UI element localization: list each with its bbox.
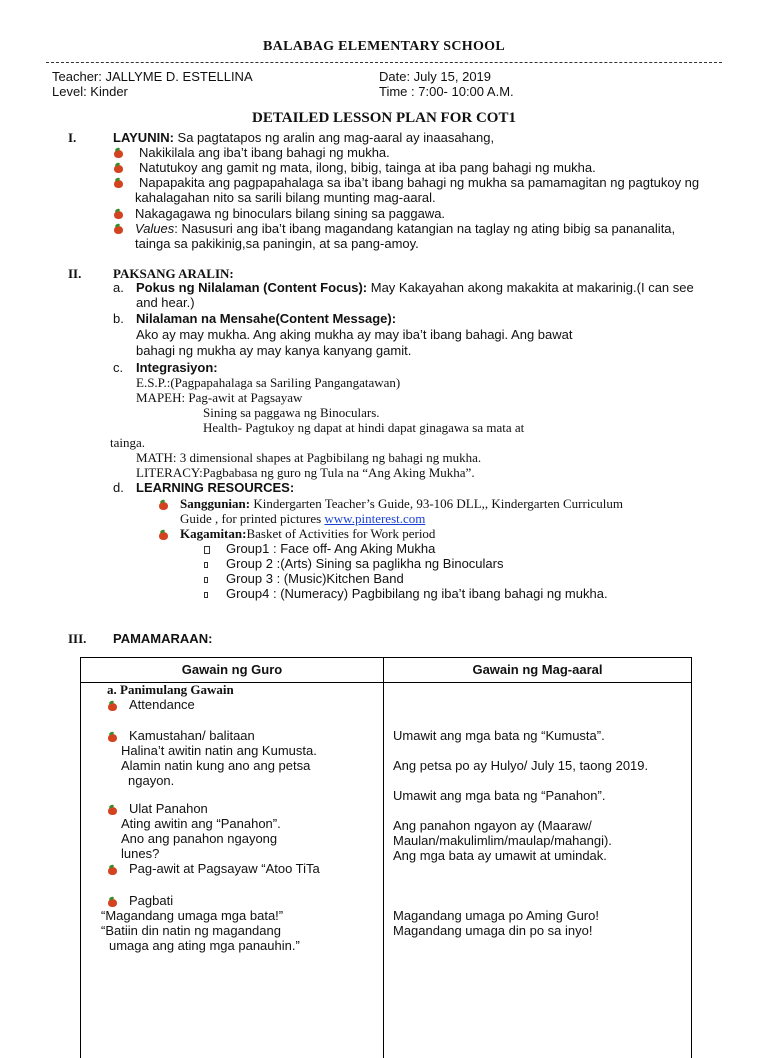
integrasiyon-label: Integrasiyon:	[136, 360, 218, 375]
group-item: Group 2 :(Arts) Sining sa paglikha ng Binoculars	[226, 556, 504, 571]
layunin-item: Nakagagawa ng binoculars bilang sining sa paggawa.	[135, 206, 446, 221]
student-activity: Umawit ang mga bata ng “Panahon”.	[393, 788, 606, 803]
integration-line: Health- Pagtukoy ng dapat at hindi dapat ginagawa sa mata at	[203, 420, 525, 435]
teacher-activity-line: “Magandang umaga mga bata!”	[101, 908, 284, 923]
integration-line: Sining sa paggawa ng Binoculars.	[203, 405, 380, 420]
teacher-activity-line: Alamin natin kung ano ang petsa	[121, 758, 311, 773]
apple-bullet-icon	[113, 178, 124, 188]
teacher-activity-line: Halina’t awitin natin ang Kumusta.	[121, 743, 317, 758]
layunin-item-continued: kahalagahan nito sa sarili bilang munting mag-aaral.	[135, 190, 436, 205]
sanggunian-label: Sanggunian:	[180, 496, 251, 511]
activities-table	[80, 657, 692, 1058]
integration-line: MAPEH: Pag-awit at Pagsayaw	[136, 390, 303, 405]
apple-bullet-icon	[113, 148, 124, 158]
sanggunian-text: Kindergarten Teacher’s Guide, 93-106 DLL,, Kindergarten Curriculum	[250, 496, 623, 511]
apple-bullet-icon	[113, 209, 124, 219]
school-name: BALABAG ELEMENTARY SCHOOL	[263, 39, 505, 54]
table-column-divider	[383, 658, 384, 1058]
layunin-intro: Sa pagtatapos ng aralin ang mag-aaral ay inaasahang,	[173, 130, 495, 145]
teacher-activity-line: Ano ang panahon ngayong	[121, 831, 278, 846]
document-title: DETAILED LESSON PLAN FOR COT1	[252, 110, 516, 126]
section-number-1: I.	[68, 130, 77, 145]
values-line	[135, 221, 675, 236]
square-bullet-icon	[204, 577, 208, 583]
apple-bullet-icon	[113, 163, 124, 173]
layunin-item: Nakikilala ang iba’t ibang bahagi ng mukha.	[139, 145, 390, 160]
integration-line: E.S.P.:(Pagpapahalaga sa Sariling Pangangatawan)	[136, 375, 401, 390]
student-activity: Ang petsa po ay Hulyo/ July 15, taong 2019.	[393, 758, 649, 773]
student-activity: Ang panahon ngayon ay (Maaraw/	[393, 818, 592, 833]
paksang-heading: PAKSANG ARALIN:	[113, 266, 234, 281]
apple-bullet-icon	[107, 805, 118, 815]
student-activity-line: Maulan/makulimlim/maulap/mahangi).	[393, 833, 612, 848]
apple-bullet-icon	[158, 500, 169, 510]
teacher-activity: Pagbati	[129, 893, 174, 908]
column-header-guro: Gawain ng Guro	[181, 662, 283, 677]
item-mark-a: a.	[113, 280, 124, 295]
pinterest-link[interactable]: www.pinterest.com	[324, 511, 426, 526]
group-item: Group1 : Face off- Ang Aking Mukha	[226, 541, 436, 556]
apple-bullet-icon	[107, 897, 118, 907]
apple-bullet-icon	[107, 732, 118, 742]
header-divider	[46, 62, 722, 63]
lesson-time: Time : 7:00- 10:00 A.M.	[379, 84, 514, 99]
group-item: Group 3 : (Music)Kitchen Band	[226, 571, 404, 586]
kagamitan-text: Basket of Activities for Work period	[246, 526, 436, 541]
teacher-activity: Kamustahan/ balitaan	[129, 728, 255, 743]
section-number-3: III.	[68, 631, 87, 646]
group-item: Group4 : (Numeracy) Pagbibilang ng iba’t ibang bahagi ng mukha.	[226, 586, 608, 601]
sanggunian-line	[180, 496, 623, 512]
teacher-activity: Ulat Panahon	[129, 801, 208, 816]
integration-line: MATH: 3 dimensional shapes at Pagbibilang ng bahagi ng mukha.	[136, 450, 482, 465]
content-message-line: bahagi ng mukha ay may kanya kanyang gamit.	[136, 343, 412, 358]
sanggunian-cont-text: Guide , for printed pictures	[180, 511, 325, 526]
item-mark-b: b.	[113, 311, 124, 326]
column-header-magaaral: Gawain ng Mag-aaral	[472, 662, 603, 677]
sanggunian-continued	[180, 511, 425, 527]
class-level: Level: Kinder	[52, 84, 128, 99]
values-text: : Nasusuri ang iba’t ibang magandang katangian na taglay ng ating bibig sa pananalita,	[174, 221, 676, 236]
apple-bullet-icon	[158, 530, 169, 540]
content-focus-continued: and hear.)	[136, 295, 195, 310]
student-activity: Magandang umaga po Aming Guro!	[393, 908, 599, 923]
apple-bullet-icon	[107, 701, 118, 711]
teacher-activity-line: Ating awitin ang “Panahon”.	[121, 816, 281, 831]
square-bullet-icon	[204, 562, 208, 568]
student-activity: Ang mga bata ay umawit at umindak.	[393, 848, 607, 863]
square-bullet-icon	[204, 546, 210, 554]
content-message-line: Ako ay may mukha. Ang aking mukha ay may iba’t ibang bahagi. Ang bawat	[136, 327, 573, 342]
teacher-activity-line: “Batiin din natin ng magandang	[101, 923, 281, 938]
student-activity: Umawit ang mga bata ng “Kumusta”.	[393, 728, 605, 743]
learning-resources-label: LEARNING RESOURCES:	[136, 480, 295, 495]
teacher-name: Teacher: JALLYME D. ESTELLINA	[52, 69, 253, 84]
integration-line: tainga.	[110, 435, 146, 450]
teacher-activity-line: lunes?	[121, 846, 160, 861]
values-label: Values	[135, 221, 175, 236]
teacher-activity: Attendance	[129, 697, 195, 712]
square-bullet-icon	[204, 592, 208, 598]
content-focus-text: May Kakayahan akong makakita at makarinig.(I can see	[367, 280, 694, 295]
content-focus-line	[136, 280, 694, 295]
layunin-heading	[113, 130, 494, 145]
apple-bullet-icon	[107, 865, 118, 875]
pamamaraan-heading: PAMAMARAAN:	[113, 631, 213, 646]
layunin-label: LAYUNIN:	[113, 130, 174, 145]
kagamitan-label: Kagamitan:	[180, 526, 247, 541]
teacher-activity-line: umaga ang ating mga panauhin.”	[109, 938, 300, 953]
item-mark-d: d.	[113, 480, 124, 495]
layunin-item: Natutukoy ang gamit ng mata, ilong, bibig, tainga at iba pang bahagi ng mukha.	[139, 160, 596, 175]
teacher-activity-line: ngayon.	[128, 773, 175, 788]
section-number-2: II.	[68, 266, 82, 281]
content-focus-label: Pokus ng Nilalaman (Content Focus):	[136, 280, 368, 295]
apple-bullet-icon	[113, 224, 124, 234]
panimulang-gawain-label: a. Panimulang Gawain	[107, 682, 234, 697]
layunin-item: Napapakita ang pagpapahalaga sa iba’t ibang bahagi ng mukha sa pamamagitan ng pagtukoy ng	[139, 175, 700, 190]
teacher-activity: Pag-awit at Pagsayaw “Atoo TiTa	[129, 861, 320, 876]
integration-line: LITERACY:Pagbabasa ng guro ng Tula na “Ang Aking Mukha”.	[136, 465, 475, 480]
item-mark-c: c.	[113, 360, 124, 375]
content-message-label: Nilalaman na Mensahe(Content Message):	[136, 311, 397, 326]
values-continued: tainga sa pakikinig,sa paningin, at sa pang-amoy.	[135, 236, 419, 251]
kagamitan-line	[180, 526, 435, 542]
student-activity: Magandang umaga din po sa inyo!	[393, 923, 593, 938]
lesson-date: Date: July 15, 2019	[379, 69, 492, 84]
